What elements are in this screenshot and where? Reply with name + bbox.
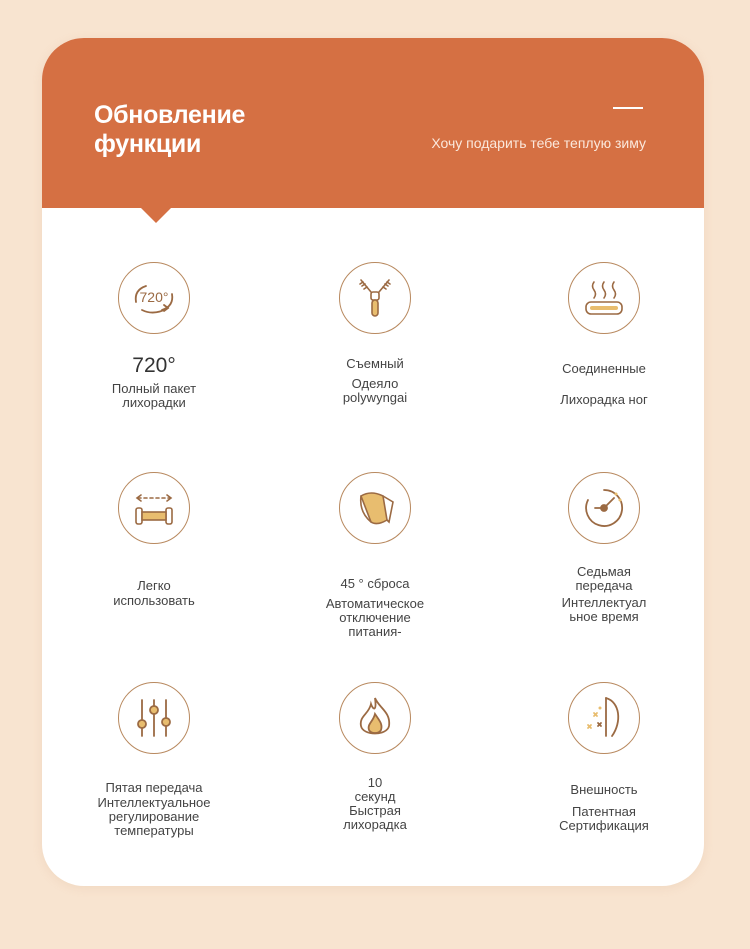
feature-fast-line2: секунд [354, 789, 396, 804]
zipper-icon [339, 262, 411, 334]
title-line-1: Обновление [94, 101, 246, 129]
feature-fast-wrap [275, 682, 475, 832]
feature-temp-line4: температуры [114, 823, 194, 838]
feature-45-wrap [275, 472, 475, 639]
feature-timer-line1: Седьмая [577, 564, 631, 579]
rotate-720-icon [118, 262, 190, 334]
title-line-2: функции [94, 130, 202, 158]
stretch-icon [118, 472, 190, 544]
feature-720-wrap [54, 262, 254, 410]
feature-foot-line2: Лихорадка ног [560, 392, 648, 407]
section-title [94, 101, 245, 159]
feature-45-line3: отключение [339, 610, 411, 625]
folded-blanket-icon [339, 472, 411, 544]
timer-icon [568, 472, 640, 544]
feature-fast-line3: Быстрая [349, 803, 401, 818]
feature-patent-line2: Патентная [572, 804, 636, 819]
feature-card [42, 38, 704, 886]
feature-foot-wrap [504, 262, 704, 407]
feature-timer-line3: Интеллектуал [561, 595, 647, 610]
feature-720-line2: лихорадки [122, 395, 186, 410]
feature-easy-wrap [54, 472, 254, 608]
feature-removable-wrap [275, 262, 475, 405]
feature-removable-line2: Одеяло [351, 376, 399, 391]
header-subtitle: Хочу подарить тебе теплую зиму [431, 135, 646, 151]
sliders-icon [118, 682, 190, 754]
flame-icon [339, 682, 411, 754]
feature-720-line1: Полный пакет [111, 381, 197, 396]
feature-45-line4: питания- [348, 624, 402, 639]
feature-fast-line1: 10 [367, 775, 383, 790]
feature-removable-line3: polywyngai [342, 390, 408, 405]
header-banner [42, 38, 704, 208]
feature-45-line2: Автоматическое [325, 596, 425, 611]
feature-patent-wrap [504, 682, 704, 833]
feature-removable-line1: Съемный [346, 356, 404, 371]
feature-timer-wrap [504, 472, 704, 624]
header-pointer [140, 207, 172, 223]
feature-temp-wrap [54, 682, 254, 838]
feature-720-big: 720° [132, 354, 176, 377]
feature-temp-line1: Пятая передача [105, 780, 203, 795]
feature-temp-line3: регулирование [108, 809, 200, 824]
feature-foot-line1: Соединенные [562, 361, 646, 376]
heated-pad-icon [568, 262, 640, 334]
feature-timer-line2: передача [575, 578, 633, 593]
certificate-icon [568, 682, 640, 754]
feature-temp-line2: Интеллектуальное [97, 795, 211, 810]
feature-patent-line1: Внешность [570, 782, 638, 797]
feature-easy-line2: использовать [113, 593, 195, 608]
feature-patent-line3: Сертификация [559, 818, 649, 833]
feature-timer-line4: ьное время [569, 609, 639, 624]
feature-easy-line1: Легко [137, 578, 171, 593]
svg-text:720°: 720° [139, 289, 169, 305]
feature-45-line1: 45 ° сброса [340, 576, 410, 591]
feature-fast-line4: лихорадка [343, 817, 407, 832]
decorative-dash [613, 107, 643, 109]
